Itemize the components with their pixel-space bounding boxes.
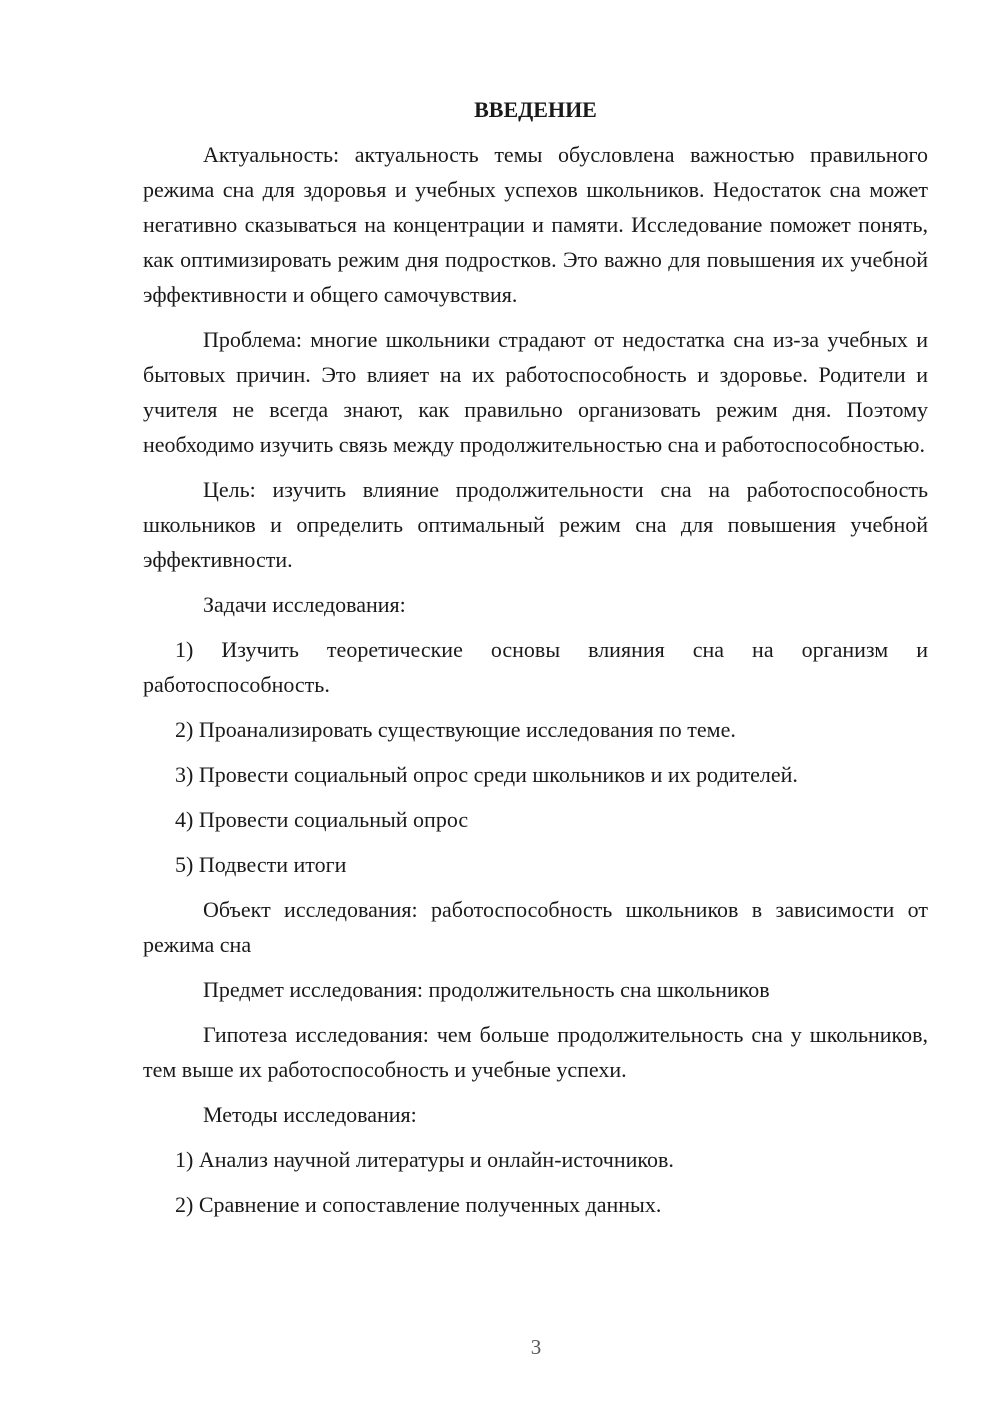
document-title: ВВЕДЕНИЕ	[474, 97, 597, 122]
task-item-2: 2) Проанализировать существующие исследования по теме.	[175, 717, 736, 742]
task-item-1: 1) Изучить теоретические основы влияния сна на организм и работоспособность.	[143, 637, 928, 697]
task-item-3: 3) Провести социальный опрос среди школьников и их родителей.	[175, 762, 798, 787]
method-item-2: 2) Сравнение и сопоставление полученных данных.	[175, 1192, 662, 1217]
tasks-heading: Задачи исследования:	[203, 592, 406, 617]
task-item-4: 4) Провести социальный опрос	[175, 807, 469, 832]
methods-heading: Методы исследования:	[203, 1102, 417, 1127]
method-item-1: 1) Анализ научной литературы и онлайн-источников.	[175, 1147, 674, 1172]
paragraph-object: Объект исследования: работоспособность школьников в зависимости от режима сна	[143, 897, 928, 957]
page-number: 3	[530, 1335, 542, 1359]
paragraph-problem: Проблема: многие школьники страдают от недостатка сна из-за учебных и бытовых причин. Это влияет на их работоспособность и здоровье. Родители и учителя не всегда знают, как правильно организовать режим дня. Поэтому необходимо изучить связь между продолжительностью сна и работоспособностью.	[143, 327, 928, 457]
paragraph-hypothesis: Гипотеза исследования: чем больше продолжительность сна у школьников, тем выше их работоспособность и учебные успехи.	[143, 1022, 928, 1082]
task-item-5: 5) Подвести итоги	[175, 852, 347, 877]
paragraph-goal: Цель: изучить влияние продолжительности сна на работоспособность школьников и определить оптимальный режим сна для повышения учебной эффективности.	[143, 477, 928, 572]
document-page	[143, 92, 928, 1232]
paragraph-relevance: Актуальность: актуальность темы обусловлена важностью правильного режима сна для здоровья и учебных успехов школьников. Недостаток сна может негативно сказываться на концентрации и памяти. Исследование поможет понять, как оптимизировать режим дня подростков. Это важно для повышения их учебной эффективности и общего самочувствия.	[143, 142, 928, 307]
paragraph-subject: Предмет исследования: продолжительность сна школьников	[203, 977, 770, 1002]
